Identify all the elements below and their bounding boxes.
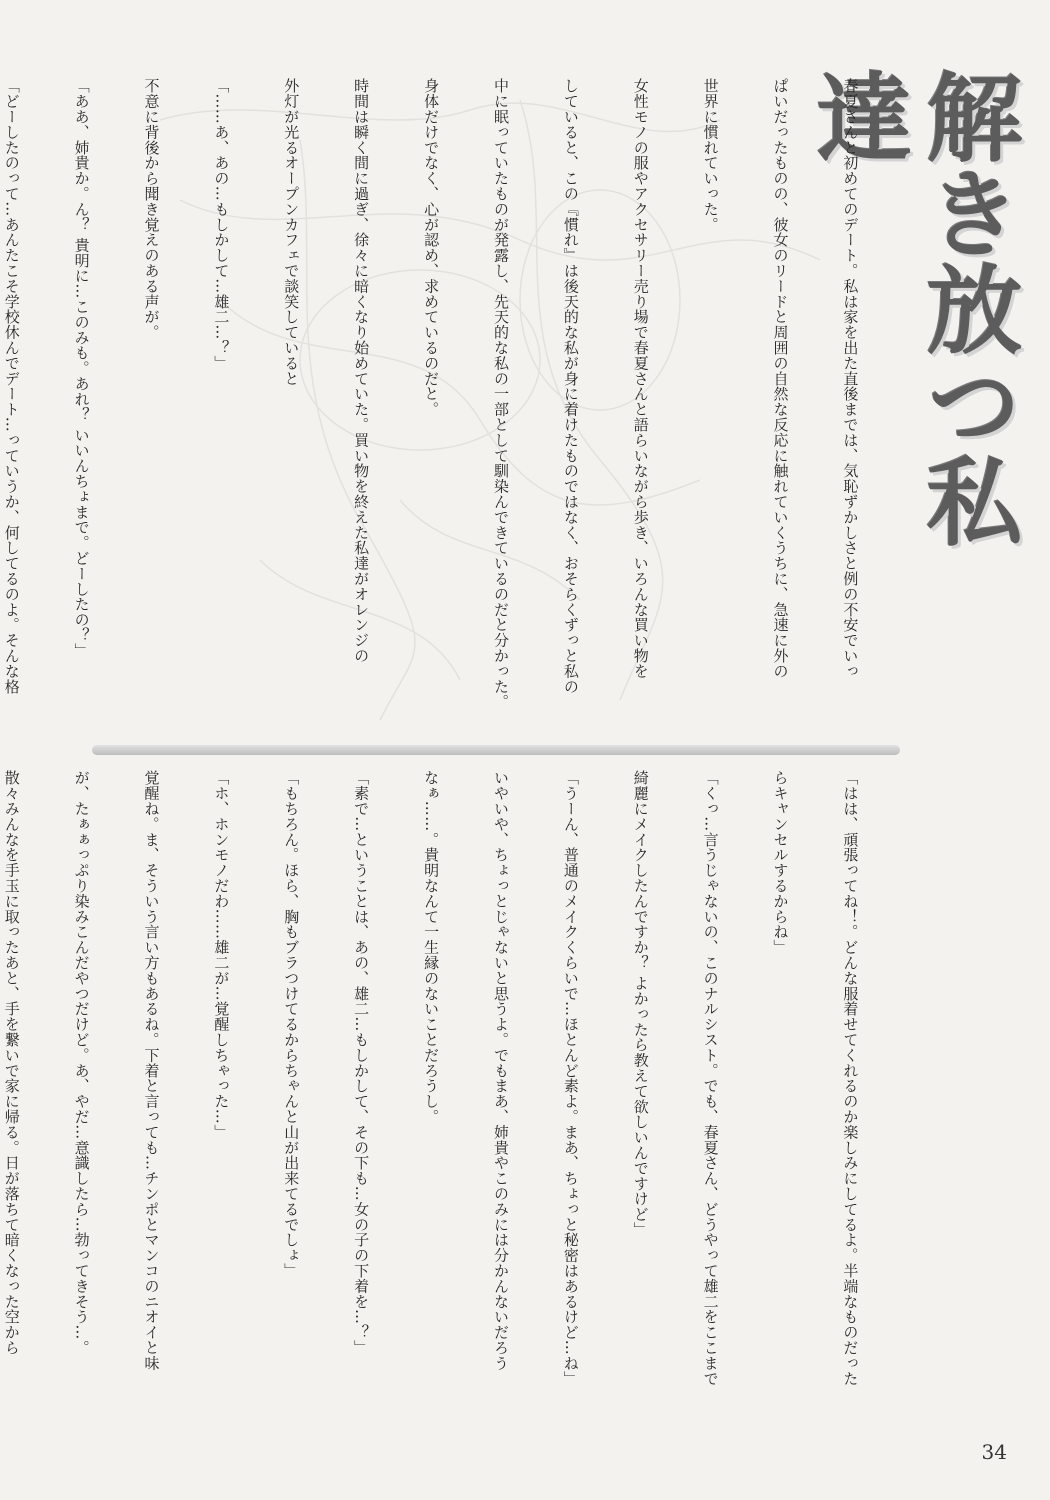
text-line: 春夏さんと初めてのデート。私は家を出た直後までは、気恥ずかしさと例の不安でいっ xyxy=(841,78,860,679)
text-line: ぱいだったものの、彼女のリードと周囲の自然な反応に触れていくうちに、急速に外の xyxy=(771,78,790,679)
text-line: 散々みんなを手玉に取ったあと、手を繋いで家に帰る。日が落ちて暗くなった空から xyxy=(2,770,21,1356)
text-line: らキャンセルするからね」 xyxy=(771,770,790,955)
text-line: なぁ……。貴明なんて一生縁のないことだろうし。 xyxy=(422,770,441,1125)
text-line: 「素で…ということは、あの、雄二…もしかして、その下も…女の子の下着を…？」 xyxy=(352,770,371,1356)
text-line: 綺麗にメイクしたんですか？ よかったら教えて欲しいんですけど」 xyxy=(631,770,650,1238)
text-line: 時間は瞬く間に過ぎ、徐々に暗くなり始めていた。買い物を終えた私達がオレンジの xyxy=(352,78,371,664)
text-line: 不意に背後から聞き覚えのある声が。 xyxy=(142,78,161,340)
article-body-bottom xyxy=(2,770,908,1425)
text-line: 「……あ、あの…もしかして…雄二…？」 xyxy=(212,78,231,371)
text-line: 「もちろん。ほら、胸もブラつけてるからちゃんと山が出来てるでしょ」 xyxy=(282,770,301,1279)
text-line: 身体だけでなく、心が認め、求めているのだと。 xyxy=(422,78,441,417)
text-line: いやいや、ちょっとじゃないと思うよ。でもまあ、姉貴やこのみには分かんないだろう xyxy=(491,770,510,1371)
page-title: 解き放つ私達 xyxy=(801,68,1023,548)
page-number: 34 xyxy=(981,1440,1007,1464)
text-line: 「はは、頑張ってね！。どんな服着せてくれるのか楽しみにしてるよ。半端なものだった xyxy=(841,770,860,1386)
article-body-top xyxy=(2,78,908,738)
text-line: 外灯が光るオープンカフェで談笑していると xyxy=(282,78,301,386)
text-line: していると、この『慣れ』は後天的な私が身に着けたものではなく、おそらくずっと私の xyxy=(561,78,580,694)
section-divider xyxy=(92,745,900,755)
text-line: 世界に慣れていった。 xyxy=(701,78,720,232)
text-line: 「ホ、ホンモノだわ……雄二が…覚醒しちゃった…」 xyxy=(212,770,231,1140)
text-line: 中に眠っていたものが発露し、先天的な私の一部として馴染んできているのだと分かった。 xyxy=(491,78,510,710)
text-line: が、たぁぁっぷり染みこんだやつだけど。あ、やだ…意識したら…勃ってきそう…。 xyxy=(72,770,91,1356)
text-line: 「くっ…言うじゃないの、このナルシスト。でも、春夏さん、どうやって雄二をここまで xyxy=(701,770,720,1386)
text-line: 覚醒ね。ま、そういう言い方もあるね。下着と言っても…チンポとマンコのニオイと味 xyxy=(142,770,161,1371)
text-line: 「どーしたのって…あんたこそ学校休んでデート…っていうか、何してるのよ。そんな格 xyxy=(2,78,21,694)
text-line: 「うーん、普通のメイクくらいで…ほとんど素よ。まあ、ちょっと秘密はあるけど…ね」 xyxy=(561,770,580,1386)
text-line: 女性モノの服やアクセサリー売り場で春夏さんと語らいながら歩き、いろんな買い物を xyxy=(631,78,650,679)
text-line: 「ああ、姉貴か。ん？ 貴明に…このみも。あれ？ いいんちょまで。どーしたの？」 xyxy=(72,78,91,659)
